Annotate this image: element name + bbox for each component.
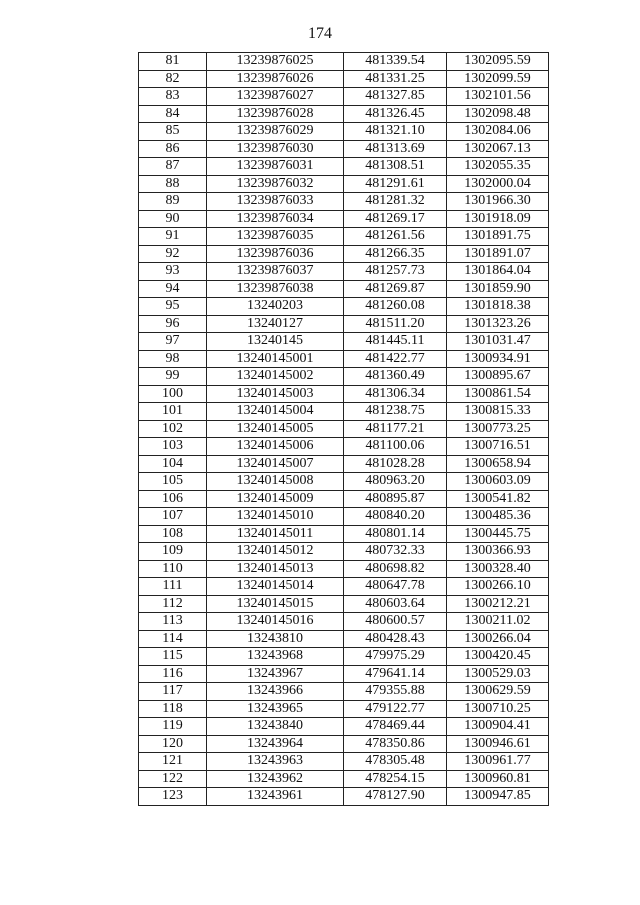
point-id-cell: 13243840 [207, 718, 344, 736]
y-coordinate-cell: 1300328.40 [447, 560, 549, 578]
table-row [139, 595, 549, 613]
table-row [139, 473, 549, 491]
page-number: 174 [308, 25, 332, 42]
point-id-cell: 13243962 [207, 770, 344, 788]
row-number-cell: 101 [139, 403, 207, 421]
point-id-cell: 13240145015 [207, 595, 344, 613]
table-row [139, 53, 549, 71]
point-id-cell: 13240145004 [207, 403, 344, 421]
row-number-cell: 93 [139, 263, 207, 281]
x-coordinate-cell: 481321.10 [344, 123, 447, 141]
row-number-cell: 88 [139, 175, 207, 193]
table-row [139, 368, 549, 386]
table-row [139, 210, 549, 228]
y-coordinate-cell: 1300485.36 [447, 508, 549, 526]
row-number-cell: 92 [139, 245, 207, 263]
x-coordinate-cell: 481269.87 [344, 280, 447, 298]
row-number-cell: 91 [139, 228, 207, 246]
x-coordinate-cell: 481422.77 [344, 350, 447, 368]
point-id-cell: 13239876025 [207, 53, 344, 71]
table-row [139, 333, 549, 351]
y-coordinate-cell: 1301918.09 [447, 210, 549, 228]
x-coordinate-cell: 481238.75 [344, 403, 447, 421]
point-id-cell: 13239876036 [207, 245, 344, 263]
y-coordinate-cell: 1302055.35 [447, 158, 549, 176]
point-id-cell: 13239876027 [207, 88, 344, 106]
x-coordinate-cell: 481260.08 [344, 298, 447, 316]
table-row [139, 245, 549, 263]
point-id-cell: 13240145003 [207, 385, 344, 403]
table-row [139, 228, 549, 246]
row-number-cell: 121 [139, 753, 207, 771]
y-coordinate-cell: 1301891.07 [447, 245, 549, 263]
table-row [139, 613, 549, 631]
point-id-cell: 13240145013 [207, 560, 344, 578]
x-coordinate-cell: 481261.56 [344, 228, 447, 246]
y-coordinate-cell: 1300629.59 [447, 683, 549, 701]
y-coordinate-cell: 1300445.75 [447, 525, 549, 543]
row-number-cell: 89 [139, 193, 207, 211]
x-coordinate-cell: 481100.06 [344, 438, 447, 456]
y-coordinate-cell: 1300658.94 [447, 455, 549, 473]
table-row [139, 88, 549, 106]
row-number-cell: 109 [139, 543, 207, 561]
row-number-cell: 85 [139, 123, 207, 141]
y-coordinate-cell: 1300420.45 [447, 648, 549, 666]
x-coordinate-cell: 480428.43 [344, 630, 447, 648]
y-coordinate-cell: 1300716.51 [447, 438, 549, 456]
table-row [139, 770, 549, 788]
x-coordinate-cell: 481360.49 [344, 368, 447, 386]
row-number-cell: 110 [139, 560, 207, 578]
row-number-cell: 99 [139, 368, 207, 386]
table-row [139, 735, 549, 753]
x-coordinate-cell: 480963.20 [344, 473, 447, 491]
x-coordinate-cell: 481511.20 [344, 315, 447, 333]
row-number-cell: 102 [139, 420, 207, 438]
row-number-cell: 115 [139, 648, 207, 666]
point-id-cell: 13240203 [207, 298, 344, 316]
y-coordinate-cell: 1302084.06 [447, 123, 549, 141]
y-coordinate-cell: 1301891.75 [447, 228, 549, 246]
point-id-cell: 13243965 [207, 700, 344, 718]
point-id-cell: 13243966 [207, 683, 344, 701]
y-coordinate-cell: 1302099.59 [447, 70, 549, 88]
y-coordinate-cell: 1301031.47 [447, 333, 549, 351]
row-number-cell: 98 [139, 350, 207, 368]
point-id-cell: 13240145008 [207, 473, 344, 491]
point-id-cell: 13240145011 [207, 525, 344, 543]
x-coordinate-cell: 481291.61 [344, 175, 447, 193]
table-row [139, 403, 549, 421]
point-id-cell: 13239876032 [207, 175, 344, 193]
x-coordinate-cell: 480840.20 [344, 508, 447, 526]
y-coordinate-cell: 1300211.02 [447, 613, 549, 631]
row-number-cell: 123 [139, 788, 207, 806]
y-coordinate-cell: 1300961.77 [447, 753, 549, 771]
y-coordinate-cell: 1300773.25 [447, 420, 549, 438]
y-coordinate-cell: 1300212.21 [447, 595, 549, 613]
table-row [139, 718, 549, 736]
point-id-cell: 13240145005 [207, 420, 344, 438]
table-row [139, 508, 549, 526]
point-id-cell: 13239876038 [207, 280, 344, 298]
x-coordinate-cell: 481177.21 [344, 420, 447, 438]
row-number-cell: 97 [139, 333, 207, 351]
table-row [139, 665, 549, 683]
x-coordinate-cell: 481257.73 [344, 263, 447, 281]
y-coordinate-cell: 1300904.41 [447, 718, 549, 736]
point-id-cell: 13243968 [207, 648, 344, 666]
y-coordinate-cell: 1300815.33 [447, 403, 549, 421]
row-number-cell: 81 [139, 53, 207, 71]
x-coordinate-cell: 480732.33 [344, 543, 447, 561]
row-number-cell: 113 [139, 613, 207, 631]
point-id-cell: 13243964 [207, 735, 344, 753]
row-number-cell: 94 [139, 280, 207, 298]
point-id-cell: 13239876035 [207, 228, 344, 246]
table-row [139, 560, 549, 578]
y-coordinate-cell: 1300603.09 [447, 473, 549, 491]
table-row [139, 630, 549, 648]
table-row [139, 525, 549, 543]
row-number-cell: 84 [139, 105, 207, 123]
table-row [139, 683, 549, 701]
row-number-cell: 114 [139, 630, 207, 648]
table-row [139, 455, 549, 473]
x-coordinate-cell: 481028.28 [344, 455, 447, 473]
table-row [139, 263, 549, 281]
y-coordinate-cell: 1300541.82 [447, 490, 549, 508]
row-number-cell: 104 [139, 455, 207, 473]
point-id-cell: 13243961 [207, 788, 344, 806]
table-row [139, 298, 549, 316]
y-coordinate-cell: 1301818.38 [447, 298, 549, 316]
table-row [139, 438, 549, 456]
x-coordinate-cell: 480895.87 [344, 490, 447, 508]
point-id-cell: 13240145016 [207, 613, 344, 631]
y-coordinate-cell: 1300895.67 [447, 368, 549, 386]
point-id-cell: 13240145 [207, 333, 344, 351]
point-id-cell: 13240145010 [207, 508, 344, 526]
row-number-cell: 106 [139, 490, 207, 508]
table-row [139, 788, 549, 806]
y-coordinate-cell: 1302098.48 [447, 105, 549, 123]
point-id-cell: 13240145009 [207, 490, 344, 508]
x-coordinate-cell: 479641.14 [344, 665, 447, 683]
table-row [139, 700, 549, 718]
x-coordinate-cell: 481306.34 [344, 385, 447, 403]
x-coordinate-cell: 481326.45 [344, 105, 447, 123]
y-coordinate-cell: 1300960.81 [447, 770, 549, 788]
table-row [139, 105, 549, 123]
point-id-cell: 13239876026 [207, 70, 344, 88]
x-coordinate-cell: 481327.85 [344, 88, 447, 106]
y-coordinate-cell: 1301864.04 [447, 263, 549, 281]
x-coordinate-cell: 481331.25 [344, 70, 447, 88]
point-id-cell: 13243810 [207, 630, 344, 648]
point-id-cell: 13240145007 [207, 455, 344, 473]
row-number-cell: 107 [139, 508, 207, 526]
table-row [139, 648, 549, 666]
point-id-cell: 13239876030 [207, 140, 344, 158]
row-number-cell: 118 [139, 700, 207, 718]
table-row [139, 490, 549, 508]
table-row [139, 175, 549, 193]
x-coordinate-cell: 478254.15 [344, 770, 447, 788]
row-number-cell: 95 [139, 298, 207, 316]
table-row [139, 140, 549, 158]
table-row [139, 70, 549, 88]
x-coordinate-cell: 480801.14 [344, 525, 447, 543]
row-number-cell: 86 [139, 140, 207, 158]
point-id-cell: 13239876029 [207, 123, 344, 141]
row-number-cell: 83 [139, 88, 207, 106]
row-number-cell: 103 [139, 438, 207, 456]
x-coordinate-cell: 479355.88 [344, 683, 447, 701]
row-number-cell: 112 [139, 595, 207, 613]
y-coordinate-cell: 1302000.04 [447, 175, 549, 193]
x-coordinate-cell: 481266.35 [344, 245, 447, 263]
x-coordinate-cell: 478305.48 [344, 753, 447, 771]
x-coordinate-cell: 479975.29 [344, 648, 447, 666]
row-number-cell: 108 [139, 525, 207, 543]
coordinates-table [138, 52, 549, 806]
x-coordinate-cell: 479122.77 [344, 700, 447, 718]
point-id-cell: 13240145006 [207, 438, 344, 456]
point-id-cell: 13239876028 [207, 105, 344, 123]
table-row [139, 280, 549, 298]
point-id-cell: 13240127 [207, 315, 344, 333]
row-number-cell: 96 [139, 315, 207, 333]
point-id-cell: 13239876037 [207, 263, 344, 281]
row-number-cell: 119 [139, 718, 207, 736]
point-id-cell: 13243967 [207, 665, 344, 683]
table-row [139, 350, 549, 368]
table-row [139, 753, 549, 771]
point-id-cell: 13243963 [207, 753, 344, 771]
row-number-cell: 122 [139, 770, 207, 788]
x-coordinate-cell: 481308.51 [344, 158, 447, 176]
table-row [139, 385, 549, 403]
y-coordinate-cell: 1301859.90 [447, 280, 549, 298]
x-coordinate-cell: 480647.78 [344, 578, 447, 596]
x-coordinate-cell: 481445.11 [344, 333, 447, 351]
row-number-cell: 120 [139, 735, 207, 753]
x-coordinate-cell: 480603.64 [344, 595, 447, 613]
point-id-cell: 13239876033 [207, 193, 344, 211]
coordinates-table-body [139, 53, 549, 806]
row-number-cell: 111 [139, 578, 207, 596]
y-coordinate-cell: 1300366.93 [447, 543, 549, 561]
y-coordinate-cell: 1300710.25 [447, 700, 549, 718]
x-coordinate-cell: 481281.32 [344, 193, 447, 211]
table-row [139, 123, 549, 141]
row-number-cell: 117 [139, 683, 207, 701]
y-coordinate-cell: 1300946.61 [447, 735, 549, 753]
table-row [139, 193, 549, 211]
table-row [139, 315, 549, 333]
table-row [139, 543, 549, 561]
y-coordinate-cell: 1300529.03 [447, 665, 549, 683]
table-row [139, 420, 549, 438]
point-id-cell: 13239876034 [207, 210, 344, 228]
row-number-cell: 90 [139, 210, 207, 228]
y-coordinate-cell: 1302095.59 [447, 53, 549, 71]
x-coordinate-cell: 478350.86 [344, 735, 447, 753]
y-coordinate-cell: 1302067.13 [447, 140, 549, 158]
point-id-cell: 13240145002 [207, 368, 344, 386]
point-id-cell: 13239876031 [207, 158, 344, 176]
y-coordinate-cell: 1300266.10 [447, 578, 549, 596]
point-id-cell: 13240145012 [207, 543, 344, 561]
row-number-cell: 105 [139, 473, 207, 491]
y-coordinate-cell: 1300947.85 [447, 788, 549, 806]
row-number-cell: 82 [139, 70, 207, 88]
x-coordinate-cell: 478127.90 [344, 788, 447, 806]
point-id-cell: 13240145001 [207, 350, 344, 368]
x-coordinate-cell: 478469.44 [344, 718, 447, 736]
y-coordinate-cell: 1300934.91 [447, 350, 549, 368]
x-coordinate-cell: 480600.57 [344, 613, 447, 631]
x-coordinate-cell: 481313.69 [344, 140, 447, 158]
point-id-cell: 13240145014 [207, 578, 344, 596]
x-coordinate-cell: 481339.54 [344, 53, 447, 71]
y-coordinate-cell: 1301323.26 [447, 315, 549, 333]
y-coordinate-cell: 1302101.56 [447, 88, 549, 106]
x-coordinate-cell: 480698.82 [344, 560, 447, 578]
table-row [139, 158, 549, 176]
table-row [139, 578, 549, 596]
row-number-cell: 116 [139, 665, 207, 683]
y-coordinate-cell: 1301966.30 [447, 193, 549, 211]
x-coordinate-cell: 481269.17 [344, 210, 447, 228]
row-number-cell: 87 [139, 158, 207, 176]
row-number-cell: 100 [139, 385, 207, 403]
y-coordinate-cell: 1300861.54 [447, 385, 549, 403]
y-coordinate-cell: 1300266.04 [447, 630, 549, 648]
